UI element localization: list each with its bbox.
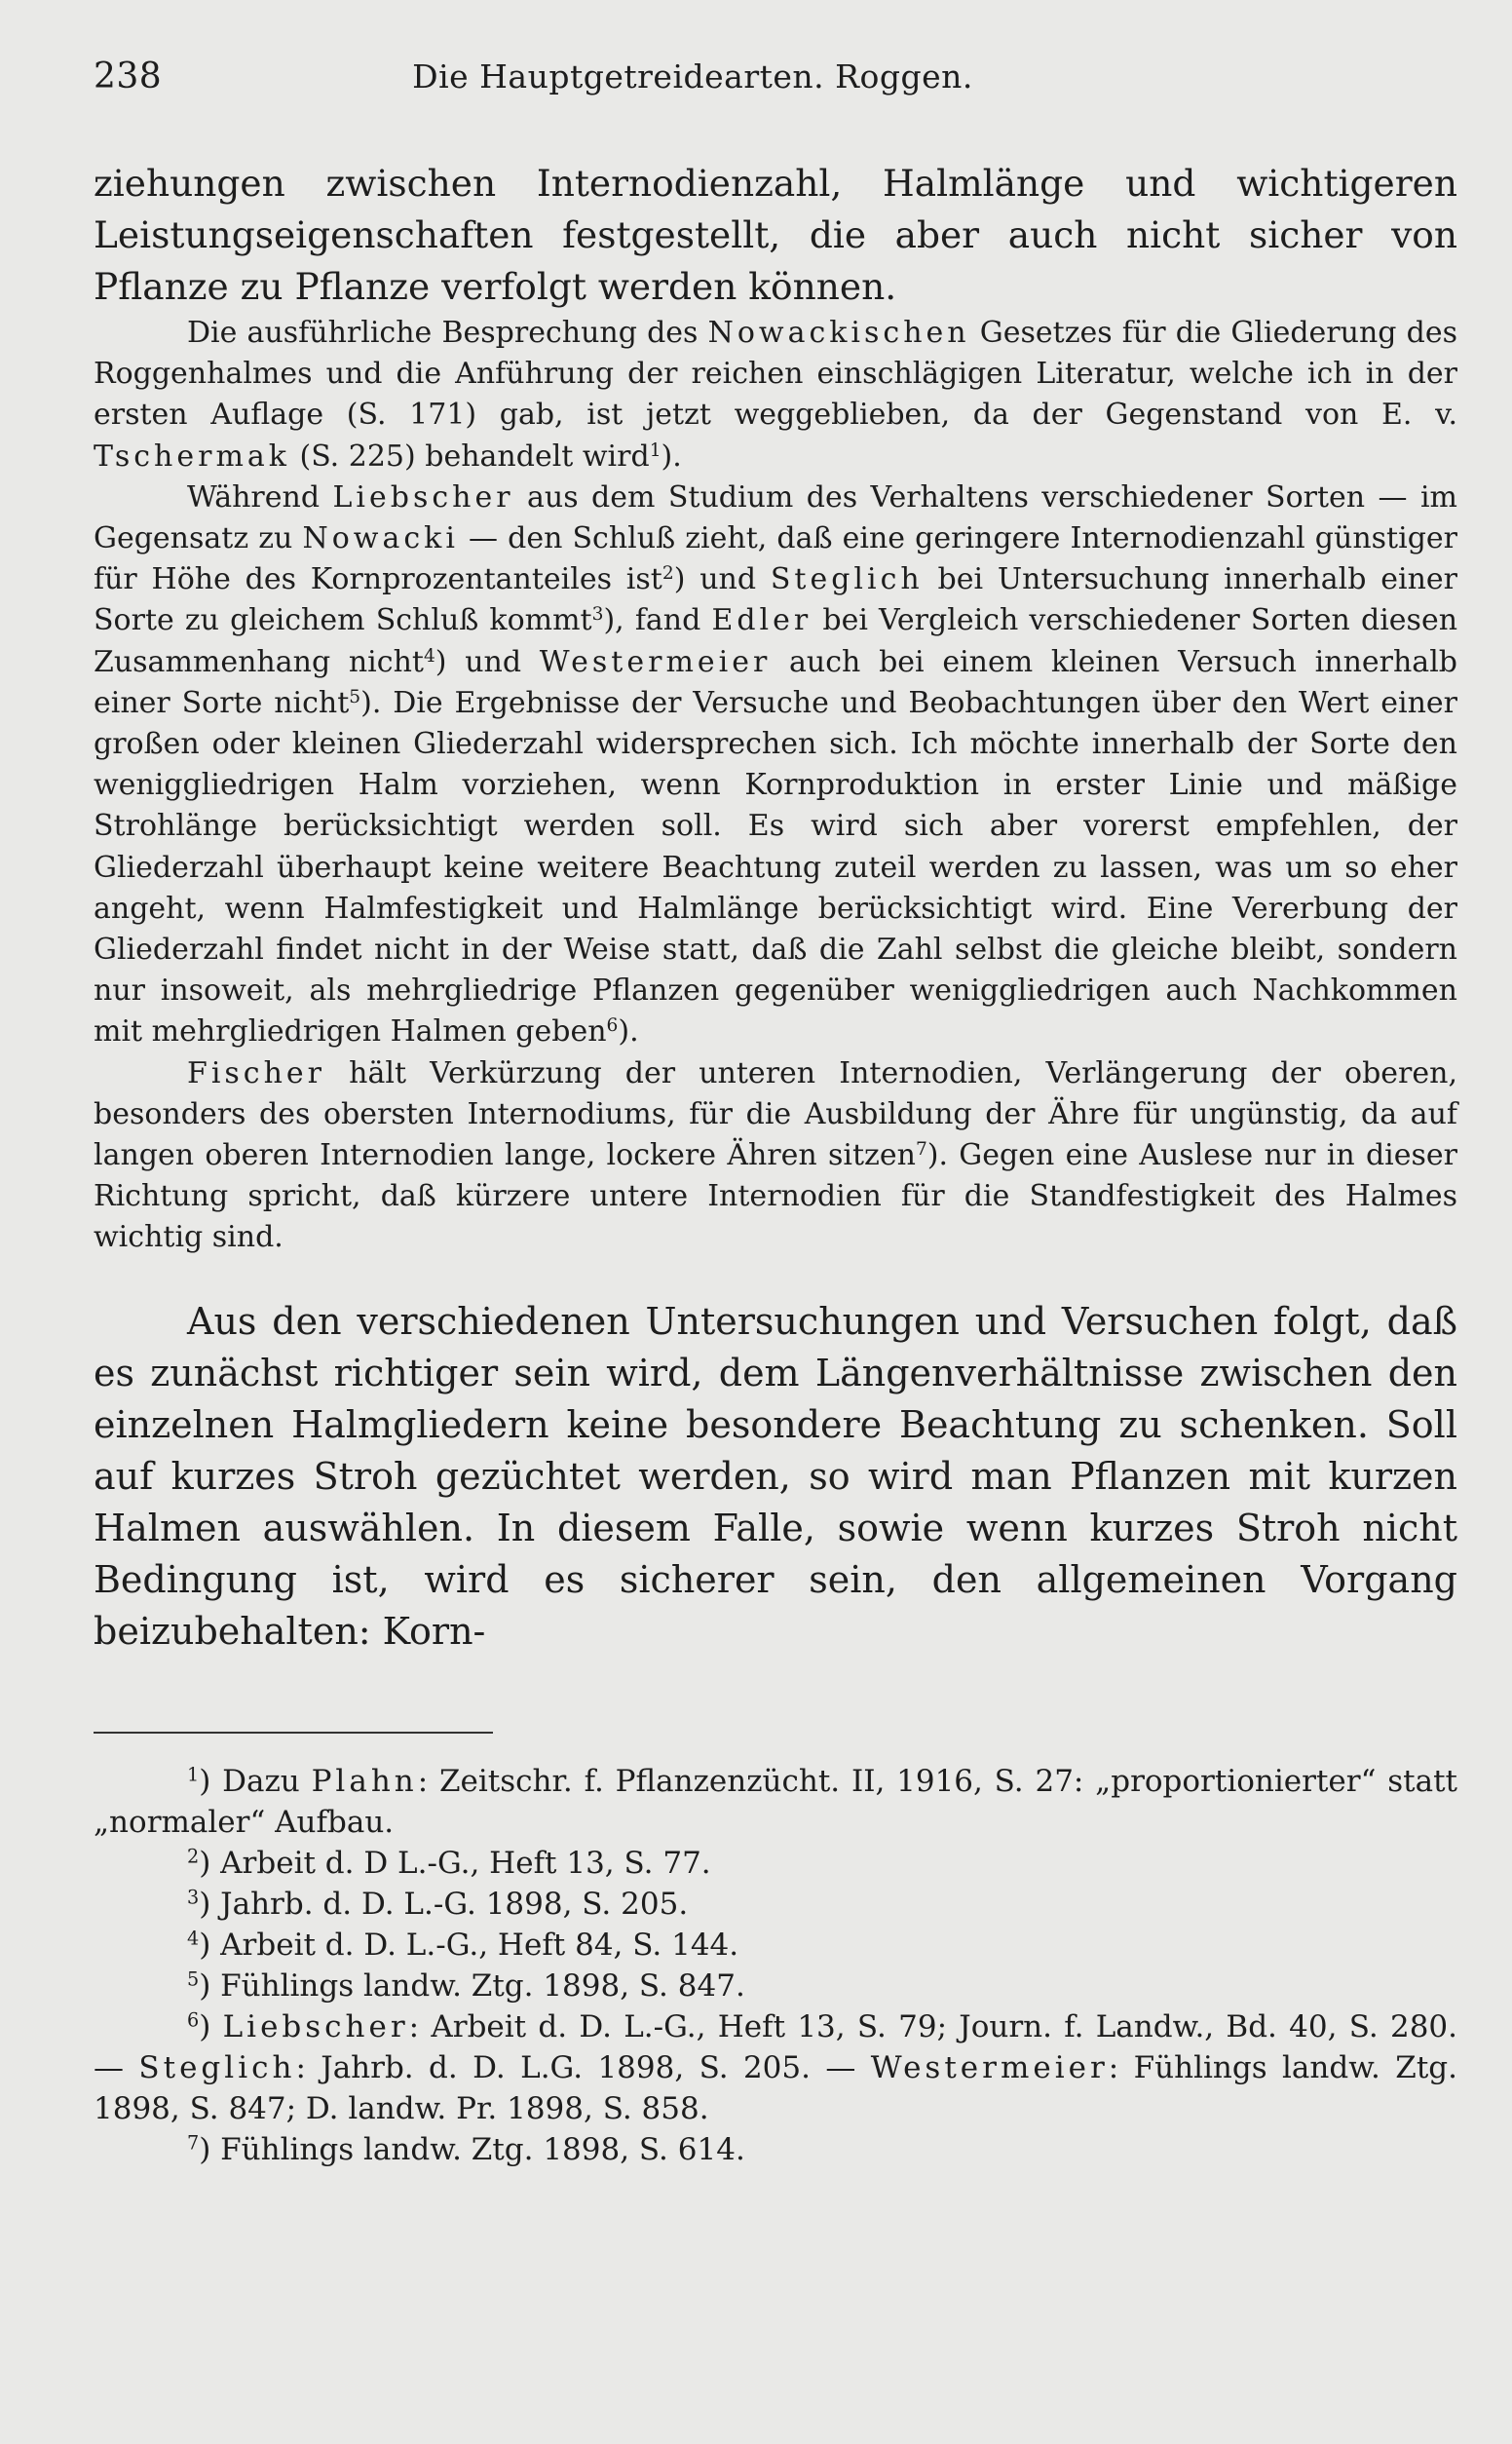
footnote-ref: 5: [349, 686, 361, 707]
footnote-2: $^2$) Arbeit d. D L.-G., Heft 13, S. 77.: [187, 1845, 711, 1881]
book-page: [94, 57, 1457, 2170]
footnote-ref: 4: [423, 645, 435, 667]
footnote-7: $^7$) Fühlings landw. Ztg. 1898, S. 614.: [187, 2131, 745, 2167]
name-liebscher: Liebscher: [222, 2008, 409, 2044]
small-paragraph-nowacki: Die ausführliche Besprechung des Nowackischen Gesetzes für die Gliederung des Roggenhalmes und die Anführung der reichen einschlägigen Literatur, welche ich in der ersten Auflage (S. 171) gab, ist jetzt weggeblieben, da der Gegenstand von E. v. Tschermak (S. 225) behandelt wird$^1$).: [94, 316, 1457, 474]
footnotes: [94, 1761, 1457, 2170]
footnote-3: $^3$) Jahrb. d. D. L.-G. 1898, S. 205.: [187, 1886, 689, 1922]
running-title: Die Hauptgetreidearten. Roggen.: [412, 57, 973, 95]
footnote-6: $^6$) Liebscher: Arbeit d. D. L.-G., Heft 13, S. 79; Journ. f. Landw., Bd. 40, S. 280. — Steglich: Jahrb. d. D. L.G. 1898, S. 205. — Westermeier: Fühlings landw. Ztg. 1898, S. 847; D. landw. Pr. 1898, S. 858.: [94, 2008, 1457, 2126]
footnote-ref: 7: [915, 1138, 927, 1160]
page-number: 238: [94, 57, 163, 96]
footnote-ref: 6: [606, 1015, 619, 1037]
name-westermeier: Westermeier: [539, 644, 772, 679]
name-nowacki: Nowacki: [302, 521, 459, 556]
name-steglich: Steglich: [770, 562, 924, 597]
main-text-top: [94, 158, 1457, 313]
footnote-ref: 2: [662, 563, 674, 584]
paragraph-conclusion: Aus den verschiedenen Untersuchungen und Versuchen folgt, daß es zunächst richtiger sein wird, dem Längenverhältnisse zwischen den einzelnen Halmgliedern keine besondere Beachtung zu schenken. Soll auf kurzes Stroh gezüchtet werden, so wird man Pflanzen mit kurzen Halmen auswählen. In diesem Falle, sowie wenn kurzes Stroh nicht Bedingung ist, wird es sicherer sein, den allgemeinen Vorgang beizubehalten: Korn-: [94, 1299, 1457, 1653]
footnote-divider: [94, 1732, 493, 1734]
footnote-4: $^4$) Arbeit d. D. L.-G., Heft 84, S. 144.: [187, 1927, 739, 1963]
name-westermeier: Westermeier: [870, 2049, 1109, 2085]
name-nowacki: Nowackischen: [707, 316, 970, 350]
footnote-1: $^1$) Dazu Plahn: Zeitschr. f. Pflanzenzücht. II, 1916, S. 27: „proportionierter“ statt „normaler“ Aufbau.: [94, 1763, 1457, 1840]
name-tschermak: Tschermak: [94, 439, 290, 474]
name-edler: Edler: [711, 603, 813, 638]
footnote-ref: 1: [649, 439, 662, 461]
small-paragraph-liebscher: Während Liebscher aus dem Studium des Verhaltens verschiedener Sorten — im Gegensatz zu Nowacki — den Schluß zieht, daß eine geringere Internodienzahl günstiger für Höhe des Kornprozentanteiles ist$^2$) und Steglich bei Untersuchung innerhalb einer Sorte zu gleichem Schluß kommt$^3$), fand Edler bei Vergleich verschiedener Sorten diesen Zusammenhang nicht$^4$) und Westermeier auch bei einem kleinen Versuch innerhalb einer Sorte nicht$^5$). Die Ergebnisse der Versuche und Beobachtungen über den Wert einer großen oder kleinen Gliederzahl widersprechen sich. Ich möchte innerhalb der Sorte den weniggliedrigen Halm vorziehen, wenn Kornproduktion in erster Linie und mäßige Strohlänge berücksichtigt werden soll. Es wird sich aber vorerst empfehlen, der Gliederzahl überhaupt keine weitere Beachtung zuteil werden zu lassen, was um so eher angeht, wenn Halmfestigkeit und Halmlänge berücksichtigt wird. Eine Vererbung der Gliederzahl findet nicht in der Weise statt, daß die Zahl selbst die gleiche bleibt, sondern nur insoweit, als mehrgliedrige Pflanzen gegenüber weniggliedrigen auch Nachkommen mit mehrgliedrigen Halmen geben$^6$).: [94, 479, 1458, 1050]
name-fischer: Fischer: [187, 1055, 326, 1090]
small-print-section: [94, 313, 1457, 1259]
footnote-ref: 3: [591, 604, 604, 626]
name-plahn: Plahn: [311, 1763, 418, 1799]
paragraph-continuation: ziehungen zwischen Internodienzahl, Halmlänge und wichtigeren Leistungseigenschaften festgestellt, die aber auch nicht sicher von Pflanze zu Pflanze verfolgt werden können.: [94, 162, 1457, 308]
footnote-5: $^5$) Fühlings landw. Ztg. 1898, S. 847.: [187, 1967, 745, 2004]
name-liebscher: Liebscher: [332, 479, 514, 515]
small-paragraph-fischer: Fischer hält Verkürzung der unteren Internodien, Verlängerung der oberen, besonders des obersten Internodiums, für die Ausbildung der Ähre für ungünstig, da auf langen oberen Internodien lange, lockere Ähren sitzen$^7$). Gegen eine Auslese nur in dieser Richtung spricht, daß kürzere untere Internodien für die Standfestigkeit des Halmes wichtig sind.: [94, 1055, 1457, 1255]
name-steglich: Steglich: [138, 2049, 296, 2085]
page-header: [94, 57, 1457, 111]
main-text-bottom: [94, 1296, 1457, 1658]
